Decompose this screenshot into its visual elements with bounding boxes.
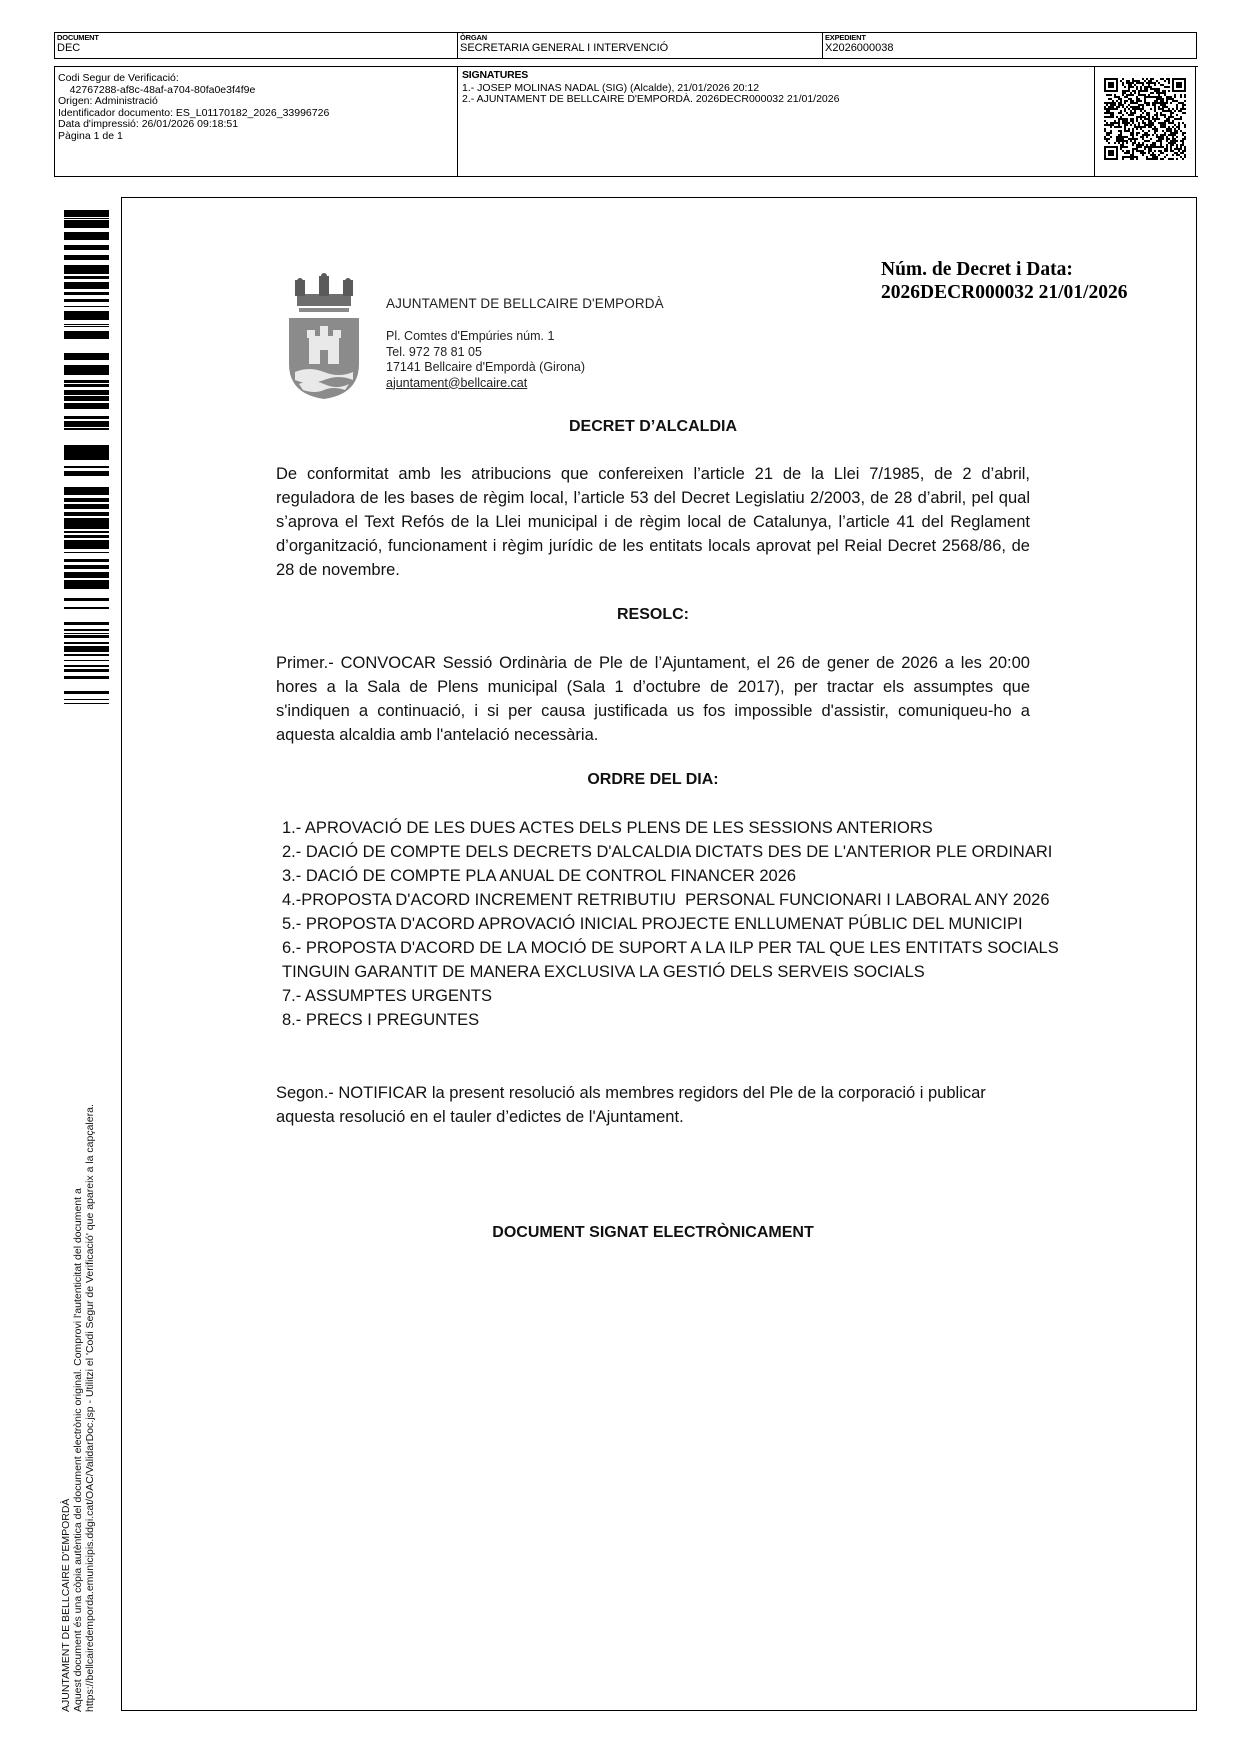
side-text-line: AJUNTAMENT DE BELLCAIRE D'EMPORDÀ xyxy=(60,1498,72,1712)
organ-label: ÒRGAN xyxy=(460,33,487,42)
csv-line: Identificador documento: ES_L01170182_2026_33996726 xyxy=(58,106,330,119)
agenda-item-continued: TINGUIN GARANTIT DE MANERA EXCLUSIVA LA GESTIÓ DELS SERVEIS SOCIALS xyxy=(282,963,925,981)
document-label: DOCUMENT xyxy=(57,33,99,42)
org-name: AJUNTAMENT DE BELLCAIRE D'EMPORDÀ xyxy=(386,296,664,311)
agenda-item: 3.- DACIÓ DE COMPTE PLA ANUAL DE CONTROL FINANCER 2026 xyxy=(282,867,797,885)
org-address-block xyxy=(386,329,585,391)
csv-line: Data d'impressió: 26/01/2026 09:18:51 xyxy=(58,118,239,130)
header-row2-divider-1 xyxy=(457,66,458,177)
agenda-item: 1.- APROVACIÓ DE LES DUES ACTES DELS PLENS DE LES SESSIONS ANTERIORS xyxy=(282,819,933,837)
csv-line: Codi Segur de Verificació: xyxy=(58,72,179,84)
header-divider-2 xyxy=(822,32,823,59)
expedient-label: EXPEDIENT xyxy=(825,33,866,42)
agenda-item: 5.- PROPOSTA D'ACORD APROVACIÓ INICIAL PROJECTE ENLLUMENAT PÚBLIC DEL MUNICIPI xyxy=(282,915,1023,933)
header-row2-divider-3 xyxy=(1195,66,1196,177)
segon-paragraph: Segon.- NOTIFICAR la present resolució als membres regidors del Ple de la corporació i publicar aquesta resolució en el tauler d’edictes de l'Ajuntament. xyxy=(276,1084,986,1126)
agenda-item: 4.-PROPOSTA D'ACORD INCREMENT RETRIBUTIU PERSONAL FUNCIONARI I LABORAL ANY 2026 xyxy=(282,891,1050,909)
ordre-del-dia-heading: ORDRE DEL DIA: xyxy=(587,771,719,788)
header-row2-divider-2 xyxy=(1094,66,1095,177)
side-text-line: Aquest document és una còpia autèntica del document electrònic original. Comprovi l'autenticitat del document a xyxy=(72,1188,84,1712)
csv-line: Pàgina 1 de 1 xyxy=(58,129,123,142)
agenda-item: 2.- DACIÓ DE COMPTE DELS DECRETS D'ALCALDIA DICTATS DES DE L'ANTERIOR PLE ORDINARI xyxy=(282,843,1053,861)
agenda-item: 7.- ASSUMPTES URGENTS xyxy=(282,987,492,1005)
document-value: DEC xyxy=(57,42,81,54)
organ-field xyxy=(460,34,668,54)
resolc-heading: RESOLC: xyxy=(617,606,689,623)
organ-value: SECRETARIA GENERAL I INTERVENCIÓ xyxy=(460,42,669,54)
csv-code[interactable]: 42767288-af8c-48af-a704-80fa0e3f4f9e xyxy=(58,83,256,96)
intro-paragraph: De conformitat amb les atribucions que confereixen l’article 21 de la Llei 7/1985, de 2 d’abril, reguladora de les bases de règim local, l’article 53 del Decret Legislatiu 2/2003, de 28 d’abril, pel qual s’aprova el Text Refós de la Llei municipal i de règim local de Catalunya, l’article 41 del Reglament d’organització, funcionament i règim jurídic de les entitats locals aprovat pel Reial Decret 2568/86, de 28 de novembre. xyxy=(276,465,1030,579)
vertical-barcode-icon xyxy=(64,210,109,705)
signatures-block xyxy=(462,70,839,106)
document-field xyxy=(57,34,99,54)
signed-electronically-note: DOCUMENT SIGNAT ELECTRÒNICAMENT xyxy=(492,1224,814,1241)
agenda-list xyxy=(282,816,1059,1032)
municipal-coat-of-arms-icon xyxy=(285,272,363,400)
side-validation-text xyxy=(60,1104,96,1712)
signature-line: 2.- AJUNTAMENT DE BELLCAIRE D'EMPORDÀ. 2026DECR000032 21/01/2026 xyxy=(462,93,840,105)
agenda-item: 6.- PROPOSTA D'ACORD DE LA MOCIÓ DE SUPORT A LA ILP PER TAL QUE LES ENTITATS SOCIALS xyxy=(282,939,1059,957)
csv-line: Origen: Administració xyxy=(58,95,158,107)
csv-block xyxy=(58,73,329,142)
agenda-item: 8.- PRECS I PREGUNTES xyxy=(282,1011,480,1029)
org-address: Pl. Comtes d'Empúries núm. 1 xyxy=(386,329,555,343)
signatures-label: SIGNATURES xyxy=(462,69,529,81)
expedient-value: X2026000038 xyxy=(825,42,894,54)
primer-paragraph: Primer.- CONVOCAR Sessió Ordinària de Ple de l’Ajuntament, el 26 de gener de 2026 a les 20:00 hores a la Sala de Plens municipal (Sala 1 d’octubre de 2017), per tractar els assumptes que s'indiquen a continuació, i si per causa justificada us fos impossible d'assistir, comuniqueu-ho a aquesta alcaldia amb l'antelació necessària. xyxy=(276,654,1030,744)
org-phone: Tel. 972 78 81 05 xyxy=(386,344,482,359)
org-city: 17141 Bellcaire d'Empordà (Girona) xyxy=(386,360,586,374)
header-divider-1 xyxy=(457,32,458,59)
decree-title: DECRET D’ALCALDIA xyxy=(569,418,737,435)
qr-code-icon[interactable] xyxy=(1104,78,1186,160)
side-text-line[interactable]: https://bellcairedemporda.emunicipis.ddgi.cat/OAC/ValidarDoc.jsp - Utilitzi el 'Codi Segur de Verificació' que apareix a la capçalera. xyxy=(84,1104,96,1712)
decree-number-value: 2026DECR000032 21/01/2026 xyxy=(881,282,1128,303)
decree-number-block xyxy=(881,258,1127,304)
expedient-field xyxy=(825,34,894,54)
org-email-link[interactable]: ajuntament@bellcaire.cat xyxy=(386,375,528,390)
decree-number-label: Núm. de Decret i Data: xyxy=(881,259,1073,280)
signature-line: 1.- JOSEP MOLINAS NADAL (SIG) (Alcalde), 21/01/2026 20:12 xyxy=(462,81,760,94)
